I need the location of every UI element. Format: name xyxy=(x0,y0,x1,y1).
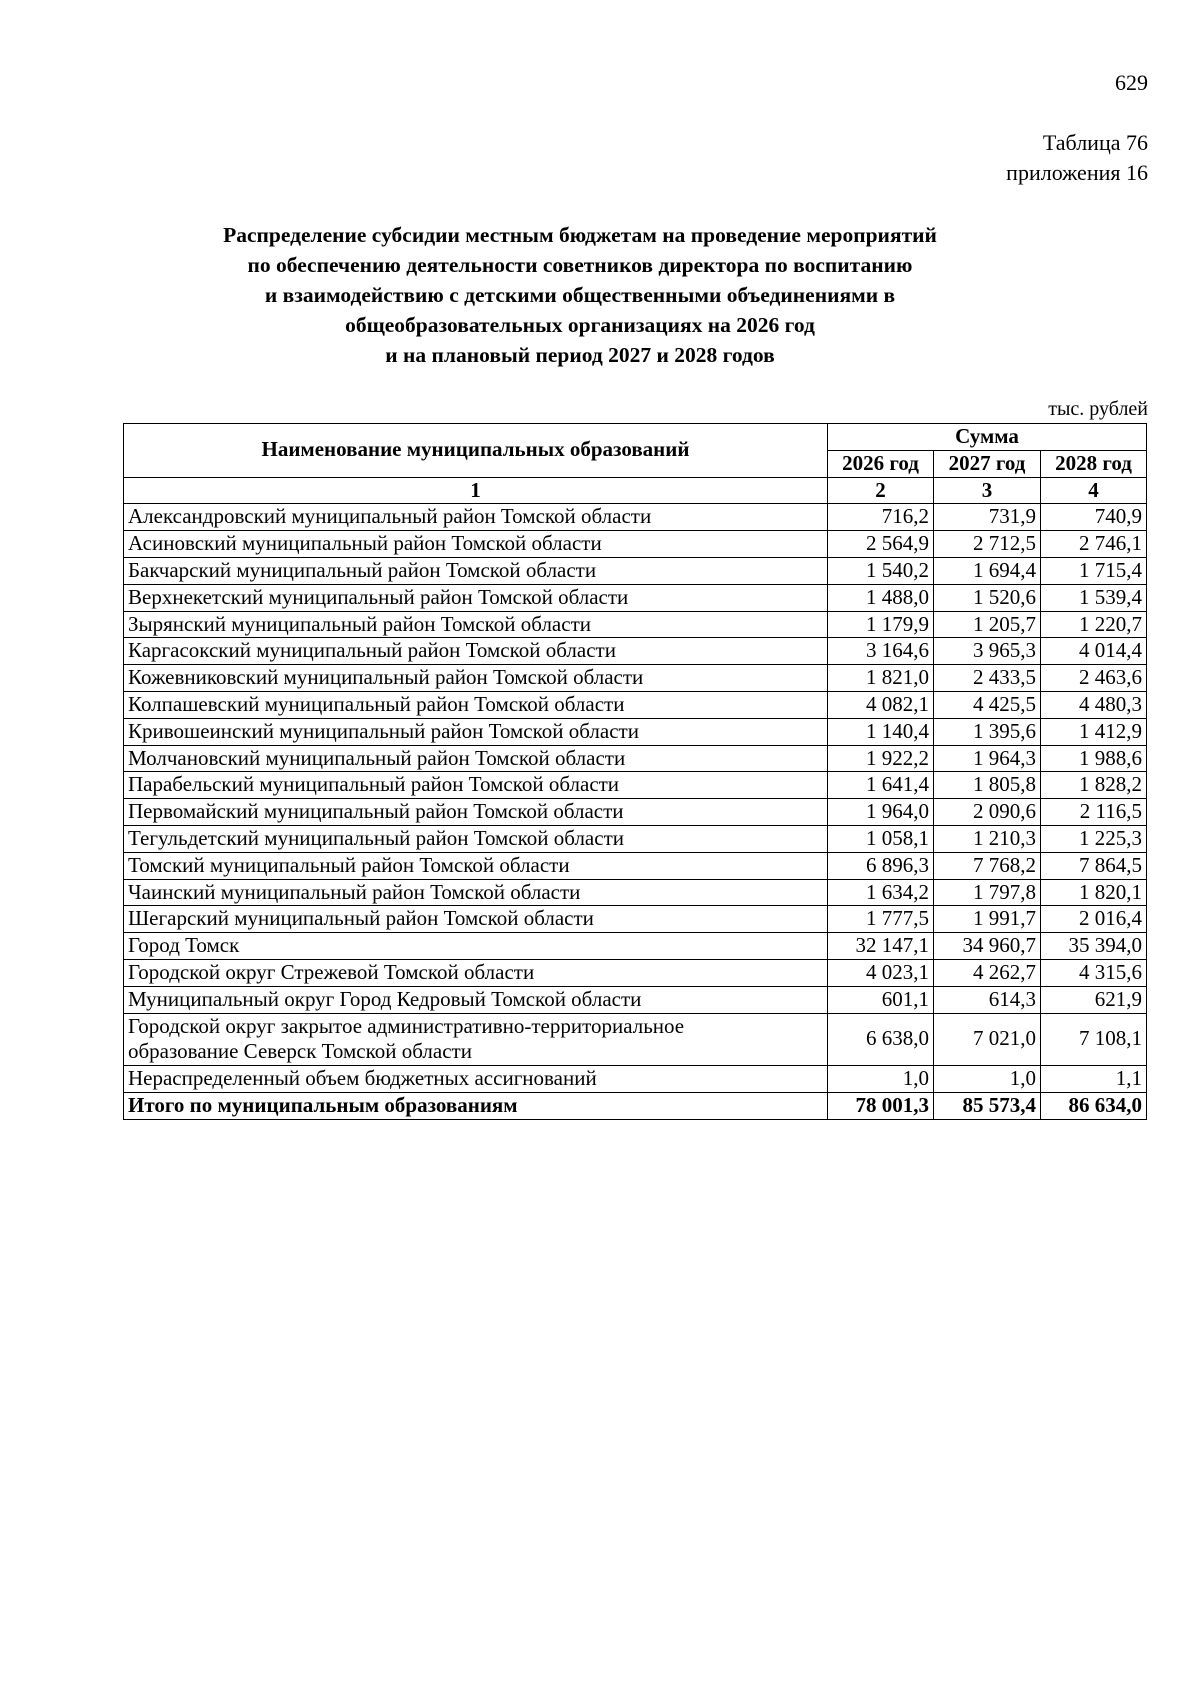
value-2028: 1 220,7 xyxy=(1041,611,1147,638)
header-sum: Сумма xyxy=(828,424,1147,451)
table-row xyxy=(124,504,1147,531)
table-reference xyxy=(1006,128,1148,188)
page-number: 629 xyxy=(1115,70,1148,95)
value-2026: 6 638,0 xyxy=(828,1013,934,1066)
value-2027: 1 805,8 xyxy=(934,772,1041,799)
table-row xyxy=(124,557,1147,584)
value-2028: 1 820,1 xyxy=(1041,879,1147,906)
column-number: 3 xyxy=(934,477,1041,504)
value-2026: 601,1 xyxy=(828,986,934,1013)
municipality-name: Город Томск xyxy=(124,933,828,960)
value-2026: 716,2 xyxy=(828,504,934,531)
value-2027: 2 433,5 xyxy=(934,665,1041,692)
document-title xyxy=(110,220,1050,370)
value-2026: 1 634,2 xyxy=(828,879,934,906)
municipality-name: Асиновский муниципальный район Томской области xyxy=(124,531,828,558)
municipality-name: Каргасокский муниципальный район Томской области xyxy=(124,638,828,665)
total-2028: 86 634,0 xyxy=(1041,1092,1147,1119)
value-2028: 7 108,1 xyxy=(1041,1013,1147,1066)
municipality-name: Бакчарский муниципальный район Томской области xyxy=(124,557,828,584)
municipality-name: Александровский муниципальный район Томской области xyxy=(124,504,828,531)
table-row xyxy=(124,799,1147,826)
value-2026: 6 896,3 xyxy=(828,852,934,879)
table-row xyxy=(124,745,1147,772)
table-row xyxy=(124,825,1147,852)
table-reference-line-1: Таблица 76 xyxy=(1042,130,1148,155)
value-2027: 1 210,3 xyxy=(934,825,1041,852)
value-2028: 2 463,6 xyxy=(1041,665,1147,692)
table-row xyxy=(124,852,1147,879)
value-2026: 3 164,6 xyxy=(828,638,934,665)
table-row xyxy=(124,531,1147,558)
value-2027: 2 712,5 xyxy=(934,531,1041,558)
value-2028: 1 539,4 xyxy=(1041,584,1147,611)
municipality-name: Зырянский муниципальный район Томской области xyxy=(124,611,828,638)
value-2027: 1 395,6 xyxy=(934,718,1041,745)
value-2026: 2 564,9 xyxy=(828,531,934,558)
total-2026: 78 001,3 xyxy=(828,1092,934,1119)
value-2028: 2 016,4 xyxy=(1041,906,1147,933)
municipality-name-line-1: Городской округ закрытое административно-территориальное xyxy=(128,1013,685,1038)
municipality-name: Чаинский муниципальный район Томской области xyxy=(124,879,828,906)
municipality-name: Городской округ Стрежевой Томской области xyxy=(124,959,828,986)
municipality-name: Молчановский муниципальный район Томской области xyxy=(124,745,828,772)
value-2027: 1 964,3 xyxy=(934,745,1041,772)
value-2026: 1 140,4 xyxy=(828,718,934,745)
value-2027: 614,3 xyxy=(934,986,1041,1013)
table-row xyxy=(124,879,1147,906)
table-reference-line-2: приложения 16 xyxy=(1006,160,1148,185)
value-2027: 1,0 xyxy=(934,1066,1041,1093)
value-2028: 35 394,0 xyxy=(1041,933,1147,960)
municipality-name: Шегарский муниципальный район Томской области xyxy=(124,906,828,933)
value-2026: 1 179,9 xyxy=(828,611,934,638)
value-2026: 1 540,2 xyxy=(828,557,934,584)
value-2028: 2 116,5 xyxy=(1041,799,1147,826)
column-number: 4 xyxy=(1041,477,1147,504)
value-2026: 1 488,0 xyxy=(828,584,934,611)
value-2026: 32 147,1 xyxy=(828,933,934,960)
value-2027: 731,9 xyxy=(934,504,1041,531)
value-2028: 1 225,3 xyxy=(1041,825,1147,852)
column-numbers-row xyxy=(124,477,1147,504)
table-row xyxy=(124,718,1147,745)
title-line: Распределение субсидии местным бюджетам на проведение мероприятий xyxy=(223,223,937,247)
value-2026: 1 058,1 xyxy=(828,825,934,852)
municipality-name: Верхнекетский муниципальный район Томской области xyxy=(124,584,828,611)
table-row xyxy=(124,1013,1147,1066)
total-2027: 85 573,4 xyxy=(934,1092,1041,1119)
municipality-name: Колпашевский муниципальный район Томской области xyxy=(124,691,828,718)
title-line: общеобразовательных организациях на 2026 год xyxy=(345,313,815,337)
header-name: Наименование муниципальных образований xyxy=(124,424,828,478)
value-2027: 7 021,0 xyxy=(934,1013,1041,1066)
table-row xyxy=(124,665,1147,692)
column-number: 2 xyxy=(828,477,934,504)
title-line: по обеспечению деятельности советников директора по воспитанию xyxy=(247,253,913,277)
value-2027: 1 797,8 xyxy=(934,879,1041,906)
value-2028: 621,9 xyxy=(1041,986,1147,1013)
value-2028: 4 315,6 xyxy=(1041,959,1147,986)
value-2027: 34 960,7 xyxy=(934,933,1041,960)
table-row xyxy=(124,611,1147,638)
column-number: 1 xyxy=(124,477,828,504)
table-row xyxy=(124,638,1147,665)
value-2027: 3 965,3 xyxy=(934,638,1041,665)
table-row xyxy=(124,906,1147,933)
municipality-name xyxy=(124,1013,828,1066)
value-2028: 4 014,4 xyxy=(1041,638,1147,665)
title-line: и взаимодействию с детскими общественными объединениями в xyxy=(264,283,896,307)
value-2028: 1,1 xyxy=(1041,1066,1147,1093)
value-2028: 7 864,5 xyxy=(1041,852,1147,879)
municipality-name: Тегульдетский муниципальный район Томской области xyxy=(124,825,828,852)
municipality-name: Кривошеинский муниципальный район Томской области xyxy=(124,718,828,745)
header-year: 2026 год xyxy=(828,450,934,477)
header-year: 2027 год xyxy=(934,450,1041,477)
title-line: и на плановый период 2027 и 2028 годов xyxy=(385,343,775,367)
municipality-name-line-2: образование Северск Томской области xyxy=(128,1039,472,1064)
table-row xyxy=(124,933,1147,960)
table-row xyxy=(124,1066,1147,1093)
value-2028: 2 746,1 xyxy=(1041,531,1147,558)
value-2027: 1 520,6 xyxy=(934,584,1041,611)
value-2028: 1 828,2 xyxy=(1041,772,1147,799)
municipality-name: Муниципальный округ Город Кедровый Томской области xyxy=(124,986,828,1013)
total-row xyxy=(124,1092,1147,1119)
header-year: 2028 год xyxy=(1041,450,1147,477)
value-2028: 4 480,3 xyxy=(1041,691,1147,718)
table-row xyxy=(124,584,1147,611)
table-row xyxy=(124,691,1147,718)
value-2026: 1 641,4 xyxy=(828,772,934,799)
municipality-name: Парабельский муниципальный район Томской области xyxy=(124,772,828,799)
value-2026: 1 821,0 xyxy=(828,665,934,692)
value-2026: 1 922,2 xyxy=(828,745,934,772)
value-2026: 4 082,1 xyxy=(828,691,934,718)
value-2027: 2 090,6 xyxy=(934,799,1041,826)
municipality-name: Томский муниципальный район Томской области xyxy=(124,852,828,879)
value-2027: 1 991,7 xyxy=(934,906,1041,933)
value-2026: 1 777,5 xyxy=(828,906,934,933)
table-row xyxy=(124,986,1147,1013)
table-row xyxy=(124,959,1147,986)
value-2026: 1,0 xyxy=(828,1066,934,1093)
value-2028: 740,9 xyxy=(1041,504,1147,531)
value-2027: 1 205,7 xyxy=(934,611,1041,638)
value-2028: 1 715,4 xyxy=(1041,557,1147,584)
value-2027: 1 694,4 xyxy=(934,557,1041,584)
value-2027: 4 425,5 xyxy=(934,691,1041,718)
municipality-name: Первомайский муниципальный район Томской области xyxy=(124,799,828,826)
header-row xyxy=(124,424,1147,451)
value-2026: 1 964,0 xyxy=(828,799,934,826)
municipality-name: Кожевниковский муниципальный район Томской области xyxy=(124,665,828,692)
value-2027: 4 262,7 xyxy=(934,959,1041,986)
value-2028: 1 412,9 xyxy=(1041,718,1147,745)
municipality-name: Нераспределенный объем бюджетных ассигнований xyxy=(124,1066,828,1093)
value-2027: 7 768,2 xyxy=(934,852,1041,879)
subsidy-table xyxy=(123,423,1147,1120)
table-row xyxy=(124,772,1147,799)
total-label: Итого по муниципальным образованиям xyxy=(124,1092,828,1119)
value-2028: 1 988,6 xyxy=(1041,745,1147,772)
units-label: тыс. рублей xyxy=(1048,398,1148,420)
value-2026: 4 023,1 xyxy=(828,959,934,986)
